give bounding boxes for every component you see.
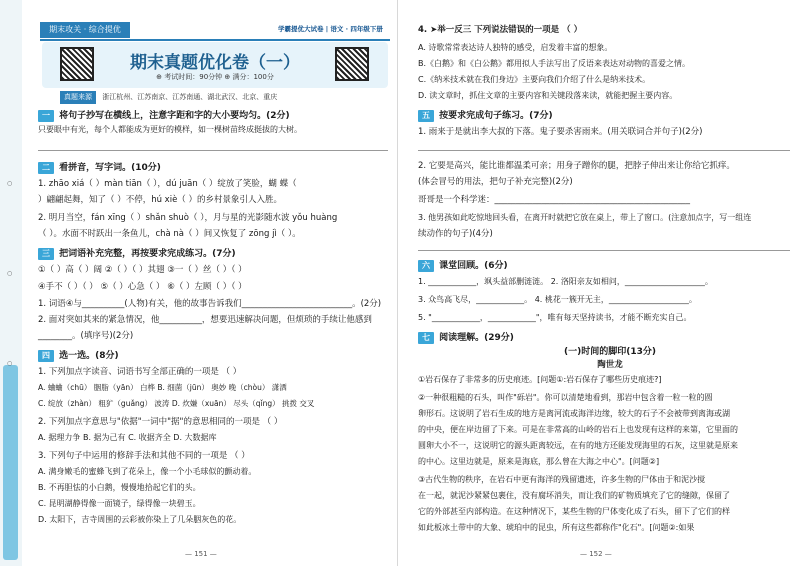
- section-title: 按要求完成句子练习。(7分): [439, 111, 553, 121]
- passage-title: (一)时间的脚印(13分): [564, 347, 656, 357]
- section-6-heading: [418, 258, 508, 272]
- passage-paragraph: 如此板冰土带中的大象、琥珀中的昆虫，所有这些都称作"化石"。[问题②:如果: [418, 523, 695, 532]
- section-1-heading: [38, 108, 290, 122]
- pinyin-line: （ ）。水面不时跃出一条鱼儿，chà nà（ ）间又恢复了 zōng jì（ ）。: [38, 229, 301, 239]
- left-page: [0, 0, 398, 566]
- answer-line[interactable]: [418, 150, 790, 151]
- passage-paragraph: 它的外部甚至内部构造。在这种情况下，某些生物的尸体变化成了石头，留下了它们的样: [418, 507, 730, 516]
- right-page: [400, 0, 800, 566]
- mc-question: 3. 下列句子中运用的修辞手法和其他不同的一项是 （ ）: [38, 451, 250, 461]
- section-title: 看拼音，写字词。(10分): [59, 163, 161, 173]
- question-line: ________。(填序号)(2分): [38, 331, 134, 341]
- mc-question: 1. 下列加点字读音、词语书写全部正确的一项是 （ ）: [38, 367, 242, 377]
- passage-paragraph: 在一起，就泥沙紧紧包裹住，没有腐坏消失，而让我们的矿物质填充了它的缝隙，保留了: [418, 491, 730, 500]
- mc-option[interactable]: A. 据理力争 B. 据为己有 C. 收据齐全 D. 大数据库: [38, 433, 217, 442]
- passage-paragraph: ③古代生物的秩序，在岩石中更有海洋的残留遗迹，许多生物的尸体由于和泥沙搅: [418, 475, 706, 484]
- section-number: 五: [418, 110, 434, 122]
- binding-mark: ○: [7, 270, 13, 277]
- running-header: 学霸提优大试卷 | 语文 · 四年级下册: [278, 25, 383, 33]
- question-line: 3. 他男孩如此吃惊地回头看，在离开时就把它放在桌上，带上了窗口。(注意加点字，写一组连: [418, 213, 752, 222]
- section-number: 二: [38, 162, 54, 174]
- mc-option[interactable]: B.《白鹅》和《白公鹅》都用拟人手法写出了反语来表达对动物的喜爱之情。: [418, 59, 691, 68]
- section-7-heading: [418, 330, 514, 344]
- source-row: [60, 91, 360, 104]
- idiom-line: ④手不（ ）（ ） ⑤（ ）心急（ ） ⑥（ ）左顾（ ）（ ）: [38, 282, 247, 292]
- section-number: 三: [38, 248, 54, 260]
- question-line: 1. 雨来于是就出李大叔的下落。鬼子要杀害雨来。(用关联词合并句子)(2分): [418, 127, 703, 137]
- copy-sentence: 只要眼中有光，每个人都能成为更好的模样，如一棵树苗终成挺拔的大树。: [38, 125, 302, 134]
- question-line: 2. 它要是高兴，能比谁都温柔可亲；用身子蹭你的腿，把脖子伸出来让你给它抓痒。: [418, 161, 735, 171]
- page-number: — 151 —: [185, 550, 217, 558]
- mc-option[interactable]: A. 满身嫩毛的蜜蜂飞到了花朵上，像一个小毛球似的颤动着。: [38, 467, 257, 476]
- idiom-line: ①（ ）高（ ）阔 ②（ ）（ ）其翅 ③一（ ）丝（ ）（ ）: [38, 265, 247, 275]
- recall-line: 5. "____________，____________"，唯有每天坚持读书，才能不断充实自己。: [418, 313, 692, 322]
- passage-paragraph: 卵形石。这说明了岩石生成的地方是离河流或海洋边缘，较大的石子不会被带到离海或湖: [418, 409, 730, 418]
- section-title: 选一选。(8分): [59, 351, 119, 361]
- question-line: (体会冒号的用法，把句子补充完整)(2分): [418, 177, 573, 187]
- top-tag: 期末攻关 · 综合提优: [40, 22, 130, 38]
- mc-option[interactable]: D. 太阳下，吉寺周围的云彩被你染上了几朵胭灰色的花。: [38, 515, 242, 524]
- qr-code-icon[interactable]: [60, 47, 94, 81]
- answer-line[interactable]: [418, 250, 790, 251]
- passage-paragraph: [418, 374, 662, 386]
- qr-code-icon[interactable]: [335, 47, 369, 81]
- section-number: 六: [418, 260, 434, 272]
- mc-option[interactable]: C. 昆明湖静得像一面镜子，绿得像一块碧玉。: [38, 499, 201, 508]
- question-line: 哥哥是一个科学迷：______________________________________________: [418, 195, 691, 205]
- section-3-heading: [38, 246, 236, 260]
- header-divider: [40, 39, 390, 41]
- mc-option[interactable]: A. 蛐蛐（chū） 胭脂（yān） 白桦 B. 细菌（jūn） 奥妙 晚（chòu） 潇洒: [38, 383, 287, 392]
- recall-line: 3. 众鸟高飞尽，____________。 4. 桃花一簇开无主，____________________。: [418, 295, 697, 304]
- spine-decoration: [3, 365, 18, 560]
- passage-paragraph: 的中心。这里边就是，原来是海底，那么曾在大海之中心"。[问题②]: [418, 457, 660, 466]
- source-text: 浙江杭州、江苏南京、江苏南通、湖北武汉、北京、重庆: [102, 93, 278, 101]
- section-2-heading: [38, 160, 161, 174]
- exam-title: 期末真题优化卷（一）: [130, 53, 300, 73]
- section-number: 四: [38, 350, 54, 362]
- section-title: 把词语补充完整，再按要求完成练习。(7分): [59, 249, 236, 259]
- question-line: 2. 面对突如其来的紧急情况，他__________，想要迅速解决问题，但烦琐的手续让他感到: [38, 315, 372, 325]
- page-number: — 152 —: [580, 550, 612, 558]
- question-line: 1. 词语④与__________(人物)有关，他的故事告诉我们__________________________。(2分): [38, 299, 382, 309]
- passage-text: ①岩石保存了非常多的历史痕迹。[问题①:岩石保存了哪些历史痕迹?]: [418, 375, 662, 384]
- binding-mark: ○: [7, 180, 13, 187]
- passage-paragraph: ②一种很粗糙的石头，叫作"砾岩"。你可以清楚地看到，那岩中包含着一粒一粒的圆: [418, 393, 713, 402]
- source-label: 真题来源: [60, 91, 96, 104]
- section-4-heading: [38, 348, 119, 362]
- exam-meta: ⊕ 考试时间：90分钟 ⊕ 满分：100分: [156, 73, 274, 81]
- mc-question: 2. 下列加点字意思与"依据"一词中"据"的意思相同的一项是 （ ）: [38, 417, 283, 427]
- question-line: 续动作的句子)(4分): [418, 229, 493, 239]
- pinyin-line: 2. 明月当空，fán xīng（ ）shǎn shuò（ ），月与星的光影随水波 yǒu huàng: [38, 213, 338, 223]
- pinyin-line: 1. zhāo xiá（ ）màn tiān（ ），dú juān（ ）绽放了笑脸，蝴 蝶（: [38, 179, 297, 189]
- binding-mark: ○: [7, 360, 13, 367]
- section-title: 课堂回顾。(6分): [439, 261, 508, 271]
- answer-line[interactable]: [38, 150, 388, 151]
- section-title: 将句子抄写在横线上，注意字距和字的大小要均匀。(2分): [59, 111, 290, 121]
- passage-paragraph: 圆卵大小不一，这说明它的源头距离较远，在有的地方还能发现海里的石灰，这里就是原来: [418, 441, 738, 450]
- mc-option[interactable]: C. 绽放（zhàn） 粗犷（guǎng） 波涛 D. 炊嫌（xuān） 尽头（qǐng） 挑拨 交叉: [38, 399, 315, 408]
- passage-paragraph: 的中央，便在岸边留了下来。可是在非常高的山岭的岩石上也发现有这样的来第，它里面的: [418, 425, 738, 434]
- section-5-heading: [418, 108, 553, 122]
- mc-option[interactable]: C.《纳米技术就在我们身边》主要向我们介绍了什么是纳米技术。: [418, 75, 651, 84]
- passage-author: 陶世龙: [597, 360, 623, 370]
- mc-option[interactable]: A. 诗歌常常表达诗人独特的感受，启发着丰富的想象。: [418, 43, 613, 52]
- mc-option[interactable]: D. 读文章时，抓住文章的主要内容和关键段落来读，就能把握主要内容。: [418, 91, 678, 100]
- section-number: 七: [418, 332, 434, 344]
- section-title: 阅读理解。(29分): [439, 333, 514, 343]
- mc-option[interactable]: B. 不再胆怯的小白鹅，慢慢地拾起它们的头。: [38, 483, 201, 492]
- pinyin-line: ）翩翩起舞，知了（ ）不停，hú xiè（ ）的乡村景象引人入胜。: [38, 195, 283, 205]
- recall-line: 1. ____________，飒头益部删涟涟。 2. 洛阳亲友如相问，____________________。: [418, 277, 713, 286]
- mc-question: 4. ➤举一反三 下列说法错误的一项是 （ ）: [418, 25, 583, 35]
- section-number: 一: [38, 110, 54, 122]
